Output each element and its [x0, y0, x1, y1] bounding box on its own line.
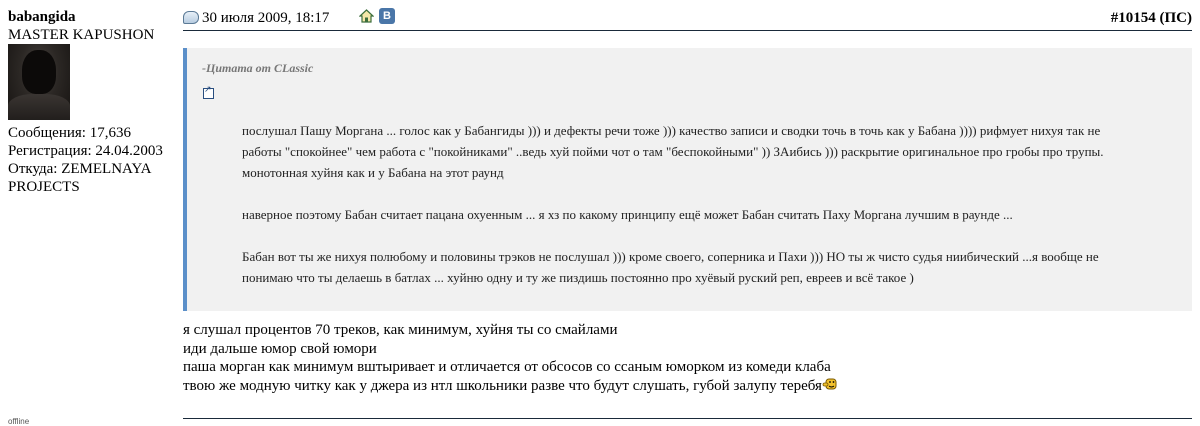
quote-link-icon[interactable]: [203, 88, 214, 99]
home-icon[interactable]: [359, 9, 374, 23]
post-number-value[interactable]: #10154: [1110, 10, 1156, 26]
username[interactable]: babangida: [8, 9, 76, 25]
post-message: [183, 321, 1192, 395]
user-info: [8, 8, 178, 196]
avatar[interactable]: [8, 44, 70, 120]
quote-author: -Цитата от CLassic: [202, 61, 314, 75]
post-icon: [183, 11, 199, 24]
quote-paragraph: наверное поэтому Бабан считает пацана охуенным ... я хз по какому принципу ещё может Бабан считать Паху Моргана лучшим в раунде ...: [242, 207, 1013, 222]
user-post-count: Сообщения: 17,636: [8, 125, 131, 141]
vk-icon[interactable]: В: [379, 8, 395, 24]
user-location: Откуда: ZEMELNAYA: [8, 161, 152, 177]
post-header: [183, 8, 1192, 31]
message-line: паша морган как минимум вштыривает и отличается от обсосов со ссаным юморком из комеди клаба: [183, 359, 831, 375]
quote-body: [242, 120, 1142, 309]
quote-paragraph: послушал Пашу Моргана ... голос как у Бабангиды ))) и дефекты речи тоже ))) качество записи и сводки точь в точь как у Бабана )))) рифмует нихуя так не работы "спокойнее" чем работа с "покойниками" ..ведь хуй пойми чот о там "беспокойными" )) ЗАибись ))) раскрытие оригинальное про гробы про трупы. монотонная хуйня как и у Бабана на этот раунд: [242, 123, 1104, 180]
message-line: иди дальше юмор свой юмори: [183, 340, 377, 357]
online-status: offline: [8, 417, 30, 426]
message-line: я слушал процентов 70 треков, как минимум, хуйня ты со смайлами: [183, 322, 618, 338]
user-registration-date: Регистрация: 24.04.2003: [8, 143, 163, 159]
quote-block: [183, 48, 1192, 311]
message-line: твою же модную читку как у джера из нтл школьники разве что будут слушать, губой залупу теребя: [183, 377, 822, 394]
user-location-continued: PROJECTS: [8, 179, 80, 195]
post-date: 30 июля 2009, 18:17: [202, 10, 330, 26]
post-number[interactable]: [1111, 8, 1192, 28]
post-divider: [183, 418, 1192, 419]
post: [183, 8, 1192, 394]
smiley-icon: [822, 377, 838, 391]
quote-paragraph: Бабан вот ты же нихуя полюбому и половины трэков не послушал ))) кроме своего, соперника и Пахи ))) НО ты ж чисто судья ниибический ...я вообще не понимаю что ты делаешь в батлах ... хуйню одну и ту же пиздишь постоянно про хуёвый руский реп, евреев и всё такое ): [242, 249, 1099, 285]
user-title: MASTER KAPUSHON: [8, 27, 155, 43]
post-number-suffix: (ПС): [1159, 10, 1192, 26]
message-line-last: [183, 377, 1192, 396]
